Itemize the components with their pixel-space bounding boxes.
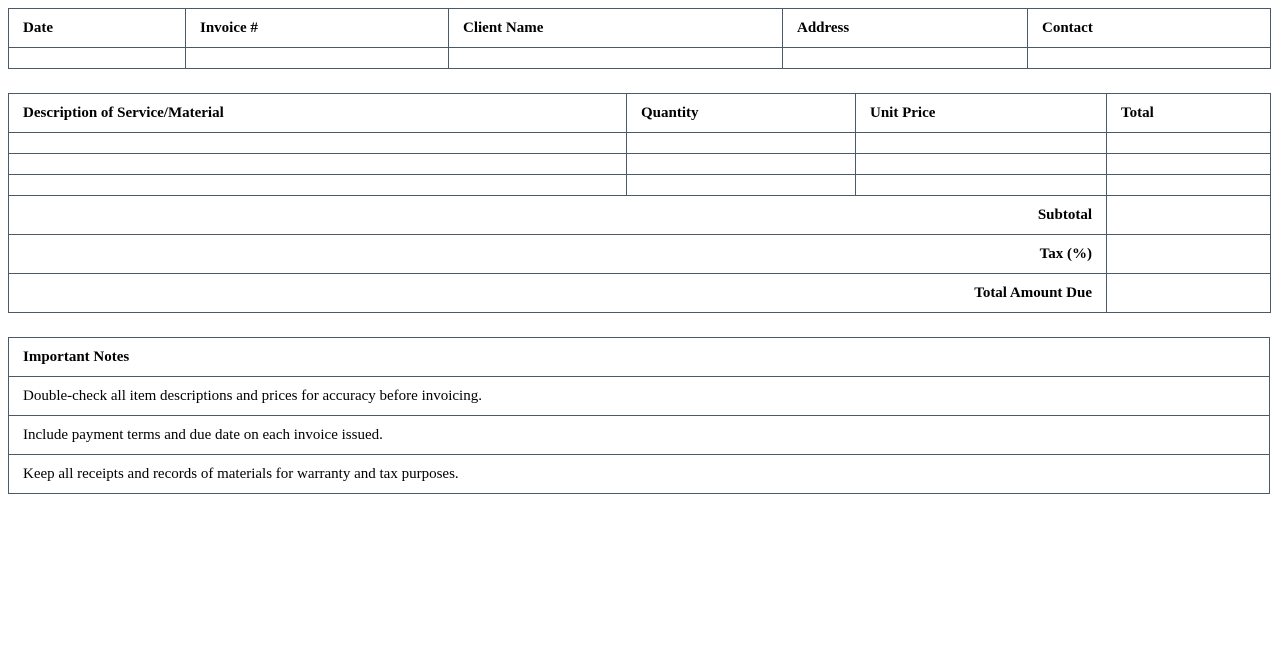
total-due-value-cell[interactable] xyxy=(1107,274,1271,313)
quantity-cell[interactable] xyxy=(627,133,856,154)
column-header-description: Description of Service/Material xyxy=(9,94,627,133)
column-header-client-name: Client Name xyxy=(449,9,783,48)
column-header-unit-price: Unit Price xyxy=(856,94,1107,133)
line-items-table xyxy=(8,93,1271,313)
table-row xyxy=(9,154,1271,175)
description-cell[interactable] xyxy=(9,133,627,154)
date-cell[interactable] xyxy=(9,48,186,69)
line-total-cell[interactable] xyxy=(1107,133,1271,154)
unit-price-cell[interactable] xyxy=(856,154,1107,175)
list-item xyxy=(9,455,1270,494)
table-row xyxy=(9,175,1271,196)
header-row xyxy=(9,9,1271,48)
tax-row xyxy=(9,235,1271,274)
address-cell[interactable] xyxy=(783,48,1028,69)
list-item xyxy=(9,416,1270,455)
list-item xyxy=(9,377,1270,416)
quantity-cell[interactable] xyxy=(627,175,856,196)
tax-value-cell[interactable] xyxy=(1107,235,1271,274)
client-name-cell[interactable] xyxy=(449,48,783,69)
column-header-invoice-number: Invoice # xyxy=(186,9,449,48)
contact-cell[interactable] xyxy=(1028,48,1271,69)
notes-title: Important Notes xyxy=(9,338,1270,377)
subtotal-row xyxy=(9,196,1271,235)
note-text: Keep all receipts and records of materials for warranty and tax purposes. xyxy=(9,455,1270,494)
total-due-row xyxy=(9,274,1271,313)
line-total-cell[interactable] xyxy=(1107,175,1271,196)
subtotal-value-cell[interactable] xyxy=(1107,196,1271,235)
description-cell[interactable] xyxy=(9,154,627,175)
quantity-cell[interactable] xyxy=(627,154,856,175)
notes-header-row xyxy=(9,338,1270,377)
column-header-quantity: Quantity xyxy=(627,94,856,133)
note-text: Double-check all item descriptions and prices for accuracy before invoicing. xyxy=(9,377,1270,416)
column-header-contact: Contact xyxy=(1028,9,1271,48)
column-header-address: Address xyxy=(783,9,1028,48)
invoice-number-cell[interactable] xyxy=(186,48,449,69)
invoice-header-table xyxy=(8,8,1271,69)
header-row xyxy=(9,94,1271,133)
tax-label: Tax (%) xyxy=(9,235,1107,274)
line-total-cell[interactable] xyxy=(1107,154,1271,175)
description-cell[interactable] xyxy=(9,175,627,196)
unit-price-cell[interactable] xyxy=(856,133,1107,154)
note-text: Include payment terms and due date on each invoice issued. xyxy=(9,416,1270,455)
subtotal-label: Subtotal xyxy=(9,196,1107,235)
table-row xyxy=(9,133,1271,154)
column-header-total: Total xyxy=(1107,94,1271,133)
unit-price-cell[interactable] xyxy=(856,175,1107,196)
important-notes-table xyxy=(8,337,1270,494)
total-due-label: Total Amount Due xyxy=(9,274,1107,313)
column-header-date: Date xyxy=(9,9,186,48)
table-row xyxy=(9,48,1271,69)
